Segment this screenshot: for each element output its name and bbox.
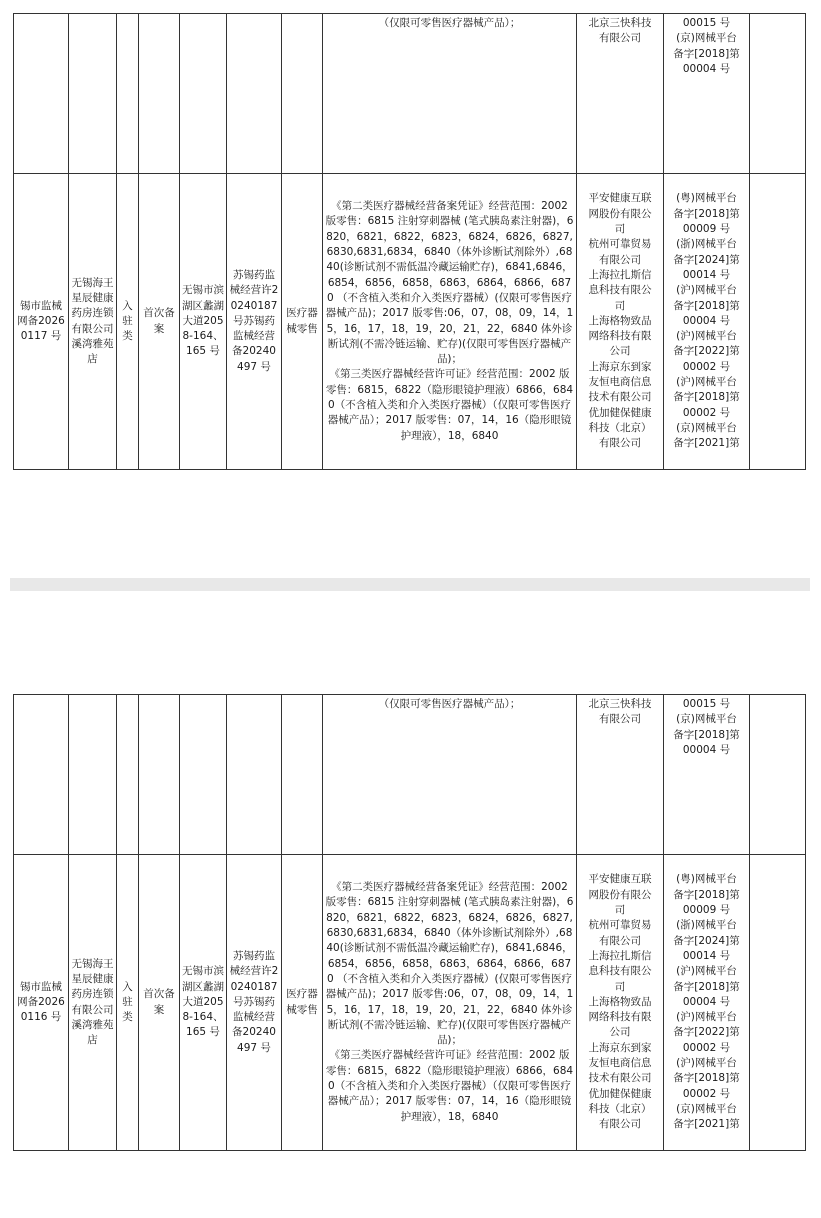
document-page-1 [0, 0, 821, 578]
company-line: 上海格物致品 [588, 314, 652, 327]
platform-line: 备字[2018]第 [673, 47, 740, 60]
platforms-cell [664, 695, 750, 855]
company-line: 上海拉扎斯信 [588, 268, 652, 281]
company-line: 息科技有限公 [588, 965, 652, 978]
company-line: 上海拉扎斯信 [588, 949, 652, 962]
cell-empty [750, 14, 806, 174]
cell-empty [282, 695, 323, 855]
record-table [13, 13, 806, 470]
platform-line: 00002 号 [682, 406, 731, 419]
platform-line: (沪)网械平台 [676, 965, 737, 978]
company-line: 网络科技有限 [588, 330, 652, 343]
store-name: 无锡海王星辰健康药房连锁有限公司溪湾雅苑店 [69, 174, 117, 470]
cell-empty [14, 695, 69, 855]
cell-empty [227, 695, 282, 855]
cell-empty [180, 14, 227, 174]
companies-cell [577, 695, 664, 855]
company-line: 北京三快科技 [588, 698, 652, 710]
platform-line: 备字[2018]第 [673, 888, 740, 901]
company-line: 有限公司 [599, 713, 641, 726]
platform-line: (沪)网械平台 [676, 376, 737, 389]
table-row-continued [14, 14, 806, 174]
platform-line: 00009 号 [682, 223, 731, 236]
cell-empty [139, 695, 180, 855]
scope-cell [323, 174, 577, 470]
company-line: 上海京东到家 [588, 1041, 652, 1054]
platform-line: (京)网械平台 [676, 421, 737, 434]
company-line: 司 [614, 223, 626, 236]
platform-line: 00015 号 [682, 17, 731, 29]
record-number: 锡市监械网备20260117 号 [14, 174, 69, 470]
platform-line: 备字[2024]第 [673, 253, 740, 266]
company-line: 上海京东到家 [588, 360, 652, 373]
platform-line: 备字[2018]第 [673, 391, 740, 404]
record-table [13, 694, 806, 1151]
scope-cell [323, 855, 577, 1151]
platform-line: (京)网械平台 [676, 1102, 737, 1115]
cell-empty [14, 14, 69, 174]
company-line: 公司 [609, 1026, 631, 1039]
platform-line: (京)网械平台 [676, 713, 737, 726]
companies-cell [577, 855, 664, 1151]
store-address: 无锡市滨湖区蠡湖大道2058-164、165 号 [180, 855, 227, 1151]
scope-paragraph: 《第三类医疗器械经营许可证》经营范围：2002 版零售：6815，6822（隐形眼镜护理液）6866，6840（不含植入类和介入类医疗器械）（仅限可零售医疗器械产品）；2017 版零售：07，14，16（隐形眼镜护理液），18，6840 [325, 1049, 574, 1123]
company-line: 平安健康互联 [588, 192, 652, 205]
platform-line: 备字[2022]第 [673, 345, 740, 358]
scope-paragraph: 《第二类医疗器械经营备案凭证》经营范围：2002 版零售：6815 注射穿刺器械 (笔式胰岛素注射器)，6820，6821，6822，6823，6824，6826，6827,6830,6831,6834，6840（体外诊断试剂除外）,6840(诊断试剂不需低温冷藏运输贮存)，6841,6846，6854，6856，6858，6863，6864，6866，6870 （不含植入类和介入类医疗器械）(仅限可零售医疗器械产品)；2017 版零售:06，07，08，09，14，15，16，17，18，19，20，21，22，6840 体外诊断试剂(不需冷链运输、贮存)(仅限可零售医疗器械产品)； [325, 881, 574, 1047]
company-line: 有限公司 [599, 1118, 641, 1131]
platform-line: (沪)网械平台 [676, 330, 737, 343]
cell-empty [117, 14, 139, 174]
platforms-cell [664, 855, 750, 1151]
scope-cell [323, 695, 577, 855]
cell-empty [227, 14, 282, 174]
store-name: 无锡海王星辰健康药房连锁有限公司溪湾雅苑店 [69, 855, 117, 1151]
table-row-continued [14, 695, 806, 855]
platform-line: 备字[2018]第 [673, 980, 740, 993]
company-line: 有限公司 [599, 32, 641, 45]
record-type: 入驻类 [117, 174, 139, 470]
platform-line: 00009 号 [682, 904, 731, 917]
platform-line: (粤)网械平台 [676, 192, 737, 205]
record-type: 入驻类 [117, 855, 139, 1151]
platform-line: 00002 号 [682, 1041, 731, 1054]
company-line: 技术有限公司 [588, 1072, 652, 1085]
platform-line: (浙)网械平台 [676, 919, 737, 932]
company-line: 司 [614, 904, 626, 917]
record-number: 锡市监械网备20260116 号 [14, 855, 69, 1151]
platform-line: 00014 号 [682, 949, 731, 962]
company-line: 优加健保健康 [588, 406, 652, 419]
company-line: 息科技有限公 [588, 284, 652, 297]
company-line: 有限公司 [599, 934, 641, 947]
company-line: 司 [614, 980, 626, 993]
cell-empty [69, 695, 117, 855]
company-line: 网股份有限公 [588, 888, 652, 901]
company-line: 公司 [609, 345, 631, 358]
company-line: 科技（北京） [588, 1102, 652, 1115]
company-line: 科技（北京） [588, 421, 652, 434]
scope-paragraph: 《第三类医疗器械经营许可证》经营范围：2002 版零售：6815，6822（隐形眼镜护理液）6866，6840（不含植入类和介入类医疗器械）（仅限可零售医疗器械产品）；2017 版零售：07，14，16（隐形眼镜护理液），18，6840 [325, 368, 574, 442]
record-action: 首次备案 [139, 855, 180, 1151]
company-line: 优加健保健康 [588, 1087, 652, 1100]
platform-line: 00014 号 [682, 268, 731, 281]
platform-line: 备字[2021]第 [673, 1118, 740, 1131]
document-page-2 [0, 591, 821, 1218]
platform-line: 00004 号 [682, 995, 731, 1008]
scope-text: （仅限可零售医疗器械产品）； [378, 698, 521, 710]
platform-line: (沪)网械平台 [676, 284, 737, 297]
platform-line: (沪)网械平台 [676, 1011, 737, 1024]
platform-line: (京)网械平台 [676, 32, 737, 45]
cell-empty [180, 695, 227, 855]
license-numbers: 苏锡药监械经营许20240187 号苏锡药监械经营备20240497 号 [227, 855, 282, 1151]
company-line: 北京三快科技 [588, 17, 652, 29]
record-action: 首次备案 [139, 174, 180, 470]
cell-empty [282, 14, 323, 174]
company-line: 网络科技有限 [588, 1011, 652, 1024]
platform-line: 00004 号 [682, 314, 731, 327]
platform-line: 00004 号 [682, 743, 731, 756]
page-separator [10, 578, 810, 591]
table-row [14, 855, 806, 1151]
company-line: 杭州可靠贸易 [588, 238, 652, 251]
business-mode: 医疗器械零售 [282, 855, 323, 1151]
scope-text: （仅限可零售医疗器械产品）； [378, 17, 521, 29]
platform-line: (沪)网械平台 [676, 1057, 737, 1070]
platform-line: (粤)网械平台 [676, 873, 737, 886]
platform-line: 00004 号 [682, 62, 731, 75]
companies-cell [577, 174, 664, 470]
table-row [14, 174, 806, 470]
platform-line: 00002 号 [682, 360, 731, 373]
license-numbers: 苏锡药监械经营许20240187 号苏锡药监械经营备20240497 号 [227, 174, 282, 470]
companies-cell [577, 14, 664, 174]
cell-empty [750, 174, 806, 470]
cell-empty [117, 695, 139, 855]
platform-line: 备字[2024]第 [673, 934, 740, 947]
business-mode: 医疗器械零售 [282, 174, 323, 470]
company-line: 有限公司 [599, 437, 641, 450]
platform-line: 备字[2018]第 [673, 728, 740, 741]
platform-line: 备字[2018]第 [673, 299, 740, 312]
platform-line: 备字[2018]第 [673, 1072, 740, 1085]
platform-line: 00015 号 [682, 698, 731, 710]
company-line: 上海格物致品 [588, 995, 652, 1008]
platform-line: 备字[2021]第 [673, 437, 740, 450]
cell-empty [69, 14, 117, 174]
cell-empty [139, 14, 180, 174]
company-line: 网股份有限公 [588, 207, 652, 220]
scope-paragraph: 《第二类医疗器械经营备案凭证》经营范围：2002 版零售：6815 注射穿刺器械 (笔式胰岛素注射器)，6820，6821，6822，6823，6824，6826，6827,6830,6831,6834，6840（体外诊断试剂除外）,6840(诊断试剂不需低温冷藏运输贮存)，6841,6846，6854，6856，6858，6863，6864，6866，6870 （不含植入类和介入类医疗器械）(仅限可零售医疗器械产品)；2017 版零售:06，07，08，09，14，15，16，17，18，19，20，21，22，6840 体外诊断试剂(不需冷链运输、贮存)(仅限可零售医疗器械产品)； [325, 200, 574, 366]
cell-empty [750, 855, 806, 1151]
platform-line: (浙)网械平台 [676, 238, 737, 251]
company-line: 平安健康互联 [588, 873, 652, 886]
scope-cell [323, 14, 577, 174]
company-line: 友恒电商信息 [588, 1057, 652, 1070]
company-line: 有限公司 [599, 253, 641, 266]
company-line: 技术有限公司 [588, 391, 652, 404]
company-line: 司 [614, 299, 626, 312]
platforms-cell [664, 14, 750, 174]
store-address: 无锡市滨湖区蠡湖大道2058-164、165 号 [180, 174, 227, 470]
cell-empty [750, 695, 806, 855]
platforms-cell [664, 174, 750, 470]
company-line: 杭州可靠贸易 [588, 919, 652, 932]
platform-line: 备字[2018]第 [673, 207, 740, 220]
platform-line: 备字[2022]第 [673, 1026, 740, 1039]
platform-line: 00002 号 [682, 1087, 731, 1100]
company-line: 友恒电商信息 [588, 376, 652, 389]
